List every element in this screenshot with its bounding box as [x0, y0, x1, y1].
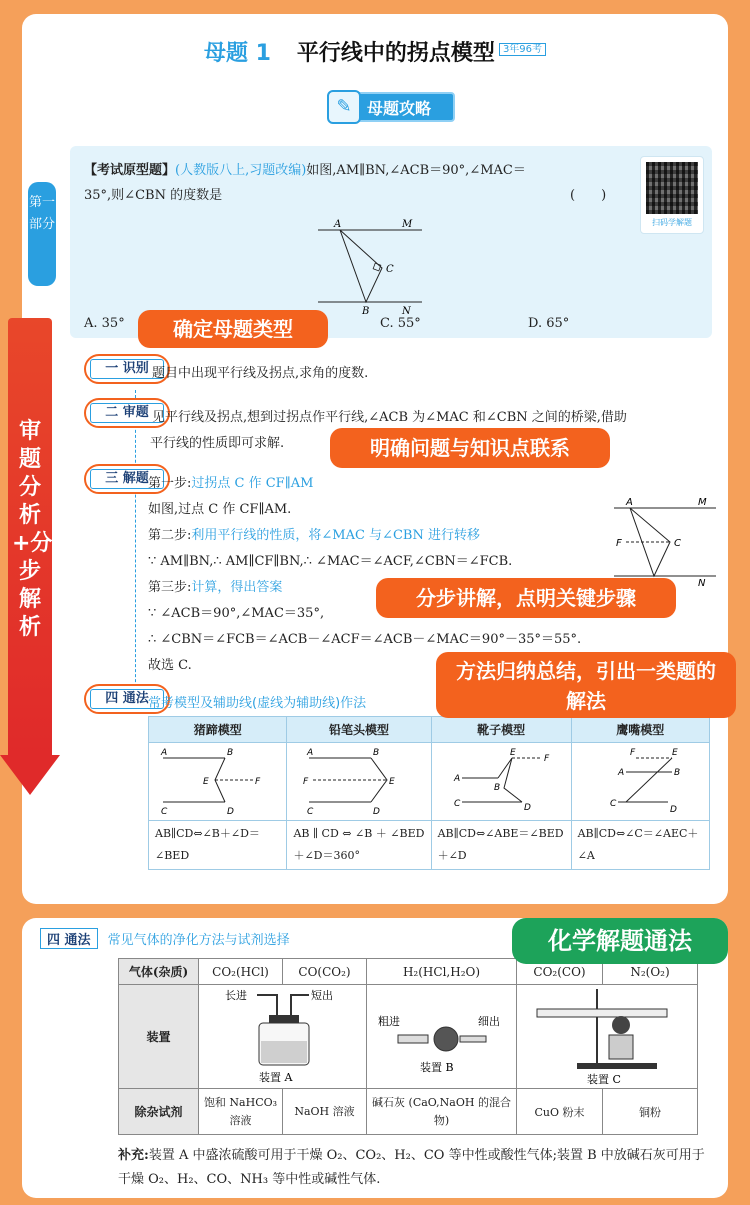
- red-arrow-label: 审题分析+分步解析: [12, 419, 53, 640]
- app-c-name: 装置 C: [587, 1073, 621, 1086]
- gas-table: [118, 958, 698, 1135]
- sol-label-m: M: [698, 497, 707, 508]
- review-text-1: 见平行线及拐点,想到过拐点作平行线,∠ACB 为∠MAC 和∠CBN 之间的桥梁,借助: [152, 410, 627, 425]
- chem-card: [22, 918, 728, 1198]
- fig4-c: C: [609, 799, 616, 809]
- sol-label-n: N: [698, 578, 706, 589]
- chem-section-heading: [40, 928, 290, 949]
- solution-step2-line: ∵ AM∥BN,∴ AM∥CF∥BN,∴ ∠MAC＝∠ACF,∠CBN＝∠FCB.: [148, 554, 513, 569]
- fig4-a: A: [617, 768, 624, 778]
- solution-step3-line3: 故选 C.: [148, 658, 192, 673]
- app-a-in: 长进: [224, 989, 247, 1002]
- fig3-f: F: [543, 754, 549, 764]
- steps-connector: [135, 390, 136, 702]
- models-figure-row: [149, 743, 710, 821]
- reagent-3: 碱石灰 (CaO,NaOH 的混合物): [367, 1089, 517, 1135]
- s1-blue: 过拐点 C 作 CF∥AM: [191, 476, 314, 491]
- fig1-c: C: [161, 807, 168, 817]
- gas-row-head: 气体(杂质): [119, 959, 199, 985]
- pen-icon: ✎: [327, 90, 361, 124]
- answer-blank: ( ): [570, 188, 607, 203]
- chem-section-label: 四 通法: [40, 928, 98, 949]
- reagent-row: [119, 1089, 698, 1135]
- s1-title: 第一步:: [148, 476, 192, 491]
- fig4-f: F: [629, 748, 635, 758]
- fig1-f: F: [255, 777, 261, 787]
- model-header-1: 猪蹄模型: [149, 717, 287, 743]
- solution-step3-line2: ∴ ∠CBN＝∠FCB＝∠ACB－∠ACF＝∠ACB－∠MAC＝90°－35°＝55°.: [148, 632, 582, 647]
- fig1-a: A: [161, 748, 168, 758]
- callout-type: 确定母题类型: [138, 310, 328, 348]
- app-a-name: 装置 A: [258, 1071, 292, 1084]
- fig3-b: B: [493, 783, 500, 793]
- fig3-c: C: [453, 799, 460, 809]
- sol-label-c: C: [674, 538, 681, 549]
- step-identify-label: 一 识别: [90, 359, 164, 379]
- step-method-label: 四 通法: [90, 689, 164, 709]
- apparatus-c: [517, 985, 698, 1089]
- model-condition-1: AB∥CD⇔∠B＋∠D＝∠BED: [149, 821, 287, 870]
- s3-title: 第三步:: [148, 580, 192, 595]
- question-prefix: 【考试原型题】: [84, 163, 176, 178]
- identify-text: 题目中出现平行线及拐点,求角的度数.: [152, 366, 369, 381]
- app-a-out: 短出: [310, 989, 333, 1002]
- callout-steps: 分步讲解，点明关键步骤: [376, 578, 676, 618]
- fig4-e: E: [671, 748, 678, 758]
- supplement-body: 装置 A 中盛浓硫酸可用于干燥 O₂、CO₂、H₂、CO 等中性或酸性气体;装置 B 中放碱石灰可用于干燥 O₂、H₂、CO、NH₃ 等中性或碱性气体.: [118, 1148, 705, 1187]
- model-header-2: 铅笔头模型: [287, 717, 431, 743]
- qr-pattern: [646, 162, 698, 214]
- fig4-d: D: [669, 805, 677, 815]
- question-line2: 35°,则∠CBN 的度数是: [84, 188, 223, 203]
- fig1-d: D: [227, 807, 234, 817]
- solution-step1-line: 如图,过点 C 作 CF∥AM.: [148, 502, 292, 517]
- gas-1: CO₂(HCl): [199, 959, 283, 985]
- callout-method: 方法归纳总结，引出一类题的解法: [436, 652, 736, 718]
- supplement-label: 补充:: [118, 1148, 149, 1163]
- option-a[interactable]: A. 35°: [84, 316, 125, 331]
- exam-frequency-tag: 3年96考: [499, 43, 546, 56]
- gas-3: H₂(HCl,H₂O): [367, 959, 517, 985]
- question-line1: 如图,AM∥BN,∠ACB＝90°,∠MAC＝: [306, 163, 526, 178]
- review-text-2: 平行线的性质即可求解.: [150, 436, 285, 451]
- label-m: M: [402, 219, 413, 230]
- model-condition-3: AB∥CD⇔∠ABE＝∠BED＋∠D: [431, 821, 571, 870]
- step-review-label: 二 审题: [90, 403, 164, 423]
- page-title: [22, 36, 728, 67]
- fig3-d: D: [523, 803, 531, 813]
- question-source: (人教版八上,习题改编): [175, 163, 307, 178]
- apparatus-row-head: 装置: [119, 985, 199, 1089]
- fig2-f: F: [303, 777, 309, 787]
- fig2-c: C: [307, 807, 314, 817]
- sol-label-a: A: [626, 497, 633, 508]
- s3-blue: 计算，得出答案: [191, 580, 283, 595]
- sol-label-f: F: [616, 538, 622, 549]
- chem-callout: 化学解题通法: [512, 918, 728, 964]
- solution-step3-line1: ∵ ∠ACB＝90°,∠MAC＝35°,: [148, 606, 325, 621]
- models-condition-row: [149, 821, 710, 870]
- fig1-b: B: [227, 748, 234, 758]
- part-tab: 第一部分: [28, 182, 56, 286]
- option-d[interactable]: D. 65°: [528, 316, 570, 331]
- app-b-name: 装置 B: [419, 1061, 454, 1074]
- model-figure-2: [287, 743, 431, 821]
- app-b-out: 细出: [477, 1015, 500, 1028]
- solution-step1-heading: [148, 472, 313, 491]
- fig2-e: E: [389, 777, 396, 787]
- model-condition-2: AB ∥ CD ⇔ ∠B ＋ ∠BED＋∠D＝360°: [287, 821, 431, 870]
- app-b-in: 粗进: [377, 1015, 400, 1028]
- fig1-e: E: [203, 777, 209, 787]
- fig4-b: B: [673, 768, 680, 778]
- reagent-2: NaOH 溶液: [283, 1089, 367, 1135]
- strategy-banner: [329, 92, 455, 122]
- reagent-1: 饱和 NaHCO₃ 溶液: [199, 1089, 283, 1135]
- chem-section-title: 常见气体的净化方法与试剂选择: [107, 933, 290, 948]
- s2-blue: 利用平行线的性质，将∠MAC 与∠CBN 进行转移: [191, 528, 480, 543]
- apparatus-b: [367, 985, 517, 1089]
- qr-code[interactable]: [640, 156, 704, 234]
- option-c[interactable]: C. 55°: [380, 316, 421, 331]
- label-b: B: [362, 306, 370, 317]
- callout-connect: 明确问题与知识点联系: [330, 428, 610, 468]
- reagent-row-head: 除杂试剂: [119, 1089, 199, 1135]
- gas-5: N₂(O₂): [603, 959, 698, 985]
- fig2-a: A: [307, 748, 314, 758]
- strategy-label: 母题攻略: [367, 99, 432, 118]
- solution-step3-heading: [148, 576, 282, 595]
- label-n: N: [402, 306, 411, 317]
- question-text: [84, 158, 607, 208]
- model-condition-4: AB∥CD⇔∠C＝∠AEC＋∠A: [571, 821, 709, 870]
- fig3-a: A: [453, 774, 460, 784]
- method-text: 常考模型及辅助线(虚线为辅助线)作法: [148, 696, 367, 711]
- model-figure-1: [149, 743, 287, 821]
- fig2-b: B: [373, 748, 380, 758]
- reagent-4: CuO 粉末: [517, 1089, 603, 1135]
- label-c: C: [386, 264, 394, 275]
- models-header-row: [149, 717, 710, 743]
- question-figure: [310, 216, 430, 317]
- red-arrow-head: [0, 755, 60, 795]
- solution-figure: [612, 496, 718, 589]
- qr-caption: 扫码学解题: [652, 218, 692, 227]
- fig2-d: D: [373, 807, 381, 817]
- gas-4: CO₂(CO): [517, 959, 603, 985]
- s2-title: 第二步:: [148, 528, 192, 543]
- step-solve-label: 三 解题: [90, 469, 164, 489]
- model-header-4: 鹰嘴模型: [571, 717, 709, 743]
- gas-2: CO(CO₂): [283, 959, 367, 985]
- model-header-3: 靴子模型: [431, 717, 571, 743]
- model-figure-3: [431, 743, 571, 821]
- title-text: 平行线中的拐点模型: [296, 41, 495, 66]
- model-figure-4: [571, 743, 709, 821]
- reagent-5: 铜粉: [603, 1089, 698, 1135]
- solution-step2-heading: [148, 524, 480, 543]
- apparatus-row: [119, 985, 698, 1089]
- apparatus-a: [199, 985, 367, 1089]
- label-a: A: [334, 219, 342, 230]
- models-table: [148, 716, 710, 870]
- supplement-text: [118, 1144, 708, 1192]
- title-number: 母题 1: [203, 41, 271, 66]
- fig3-e: E: [509, 748, 516, 758]
